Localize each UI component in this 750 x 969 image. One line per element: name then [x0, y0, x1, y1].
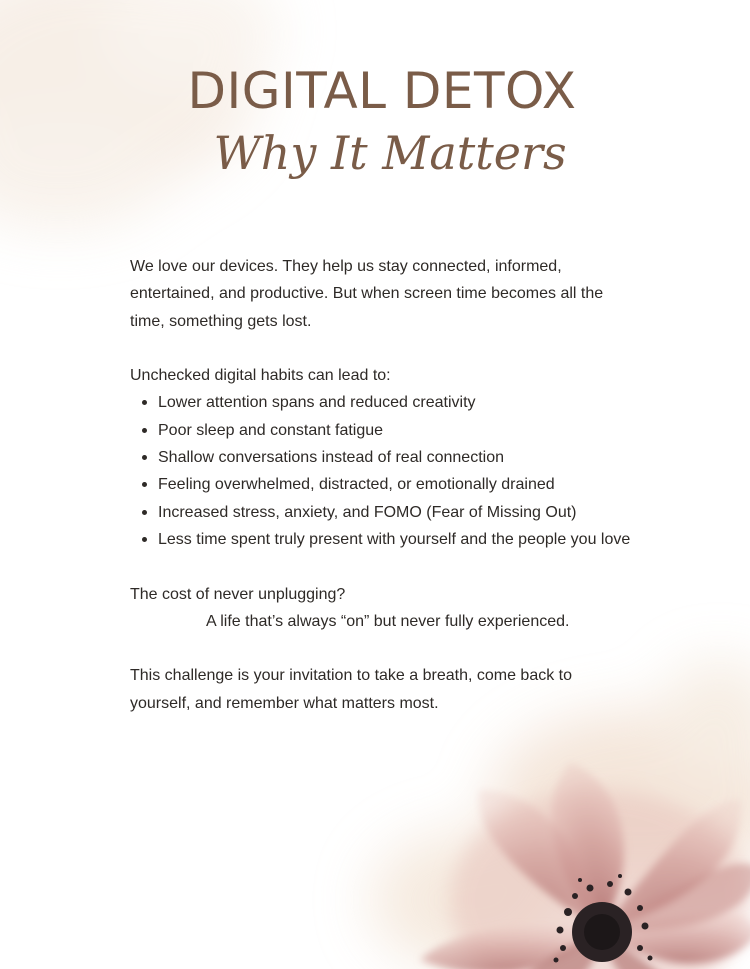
cost-answer: A life that’s always “on” but never fully experienced. [206, 612, 570, 630]
spacer [130, 335, 650, 362]
list-item-text: Feeling overwhelmed, distracted, or emotionally drained [158, 476, 555, 494]
list-item [130, 499, 650, 526]
intro-line-1: We love our devices. They help us stay connected, informed, [130, 258, 562, 275]
list-item-text: Lower attention spans and reduced creativity [158, 394, 476, 412]
list-item-text: Poor sleep and constant fatigue [158, 421, 384, 439]
intro-line-2: entertained, and productive. But when screen time becomes all the [130, 285, 604, 303]
body-content [130, 253, 650, 717]
list-item [130, 389, 650, 416]
closing-line-2: yourself, and remember what matters most. [130, 694, 439, 712]
page-title: DIGITAL DETOX [187, 62, 577, 120]
habits-list [130, 389, 650, 553]
list-item-text: Less time spent truly present with yourself and the people you love [158, 530, 631, 548]
list-item [130, 471, 650, 498]
cost-question: The cost of never unplugging? [130, 585, 346, 603]
list-item [130, 444, 650, 471]
bullet-icon [142, 510, 147, 515]
spacer [130, 553, 650, 580]
bullet-icon [142, 455, 147, 460]
habits-lead: Unchecked digital habits can lead to: [130, 367, 391, 385]
intro-line-3: time, something gets lost. [130, 312, 312, 330]
list-item [130, 417, 650, 444]
list-item [130, 526, 650, 553]
spacer [130, 635, 650, 662]
closing-line-1: This challenge is your invitation to take a breath, come back to [130, 667, 573, 685]
page-subtitle: Why It Matters [213, 126, 567, 180]
bullet-icon [142, 428, 147, 433]
list-item-text: Shallow conversations instead of real connection [158, 449, 504, 467]
bullet-icon [142, 400, 147, 405]
list-item-text: Increased stress, anxiety, and FOMO (Fear of Missing Out) [158, 503, 577, 521]
bullet-icon [142, 482, 147, 487]
bullet-icon [142, 537, 147, 542]
